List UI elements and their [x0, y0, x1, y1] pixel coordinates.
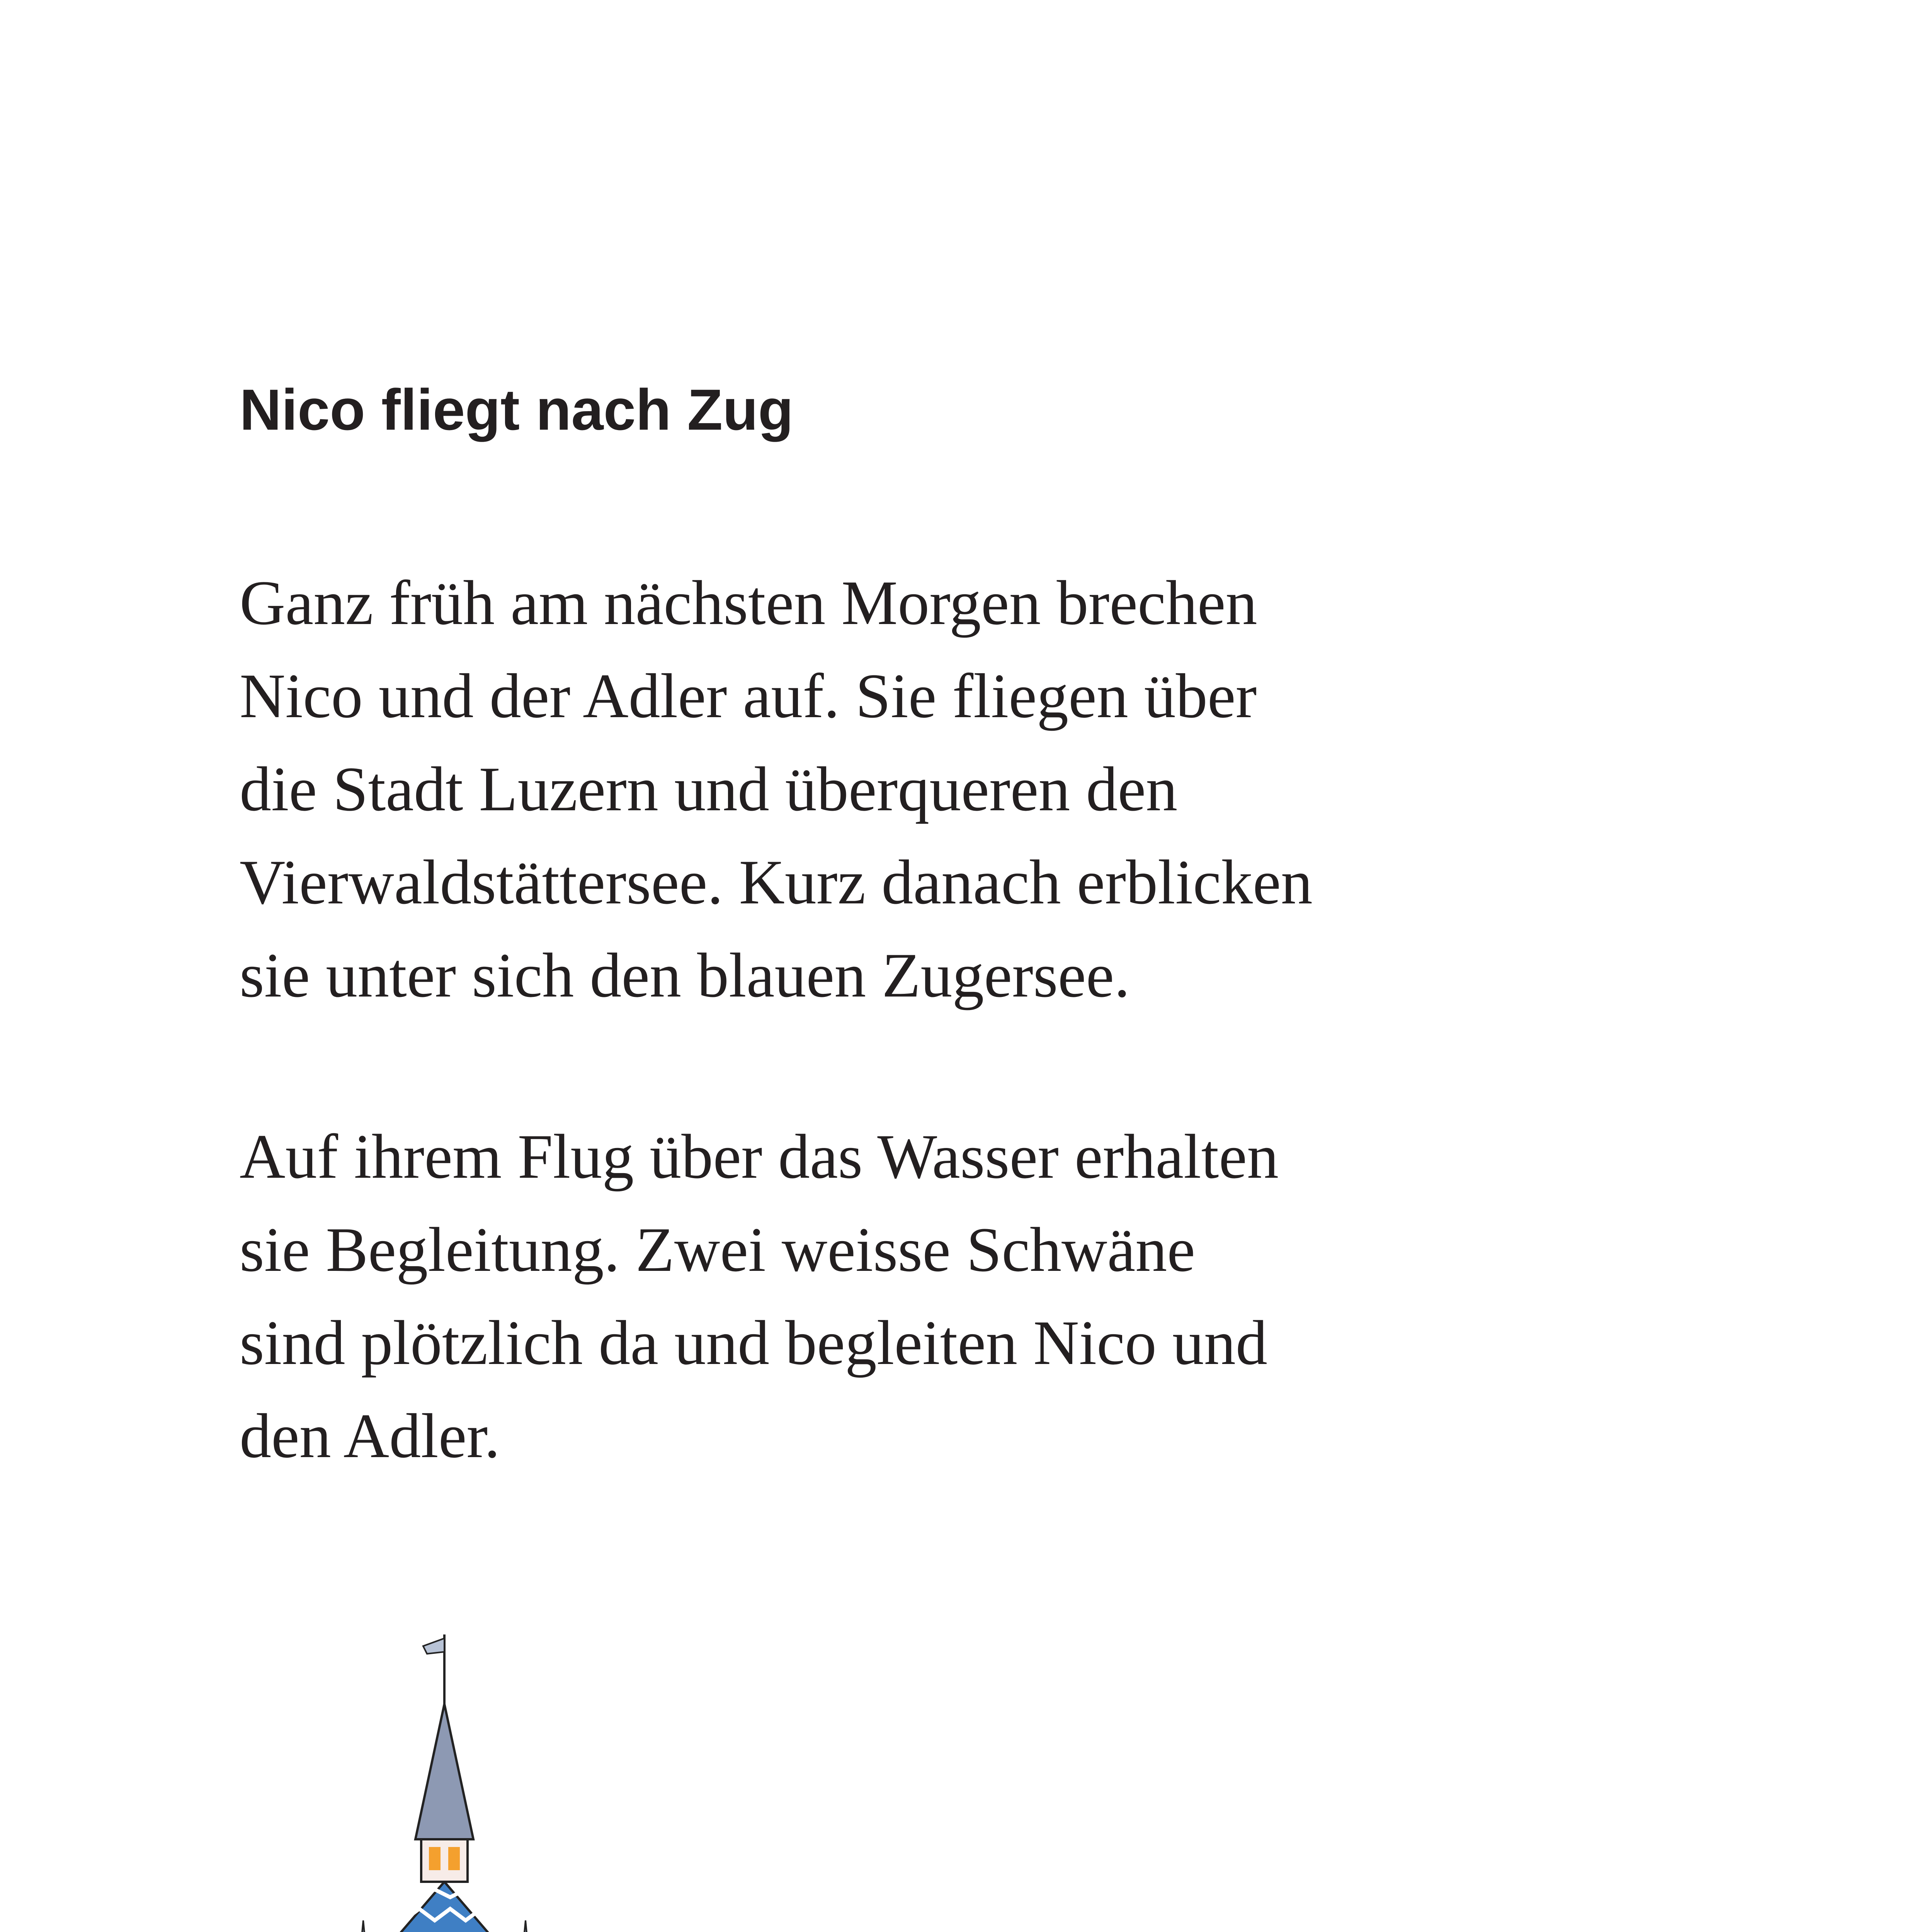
- paragraph-line: die Stadt Luzern und überqueren den: [240, 754, 1178, 824]
- paragraph-1: [240, 556, 1313, 1022]
- paragraph-line: den Adler.: [240, 1401, 500, 1471]
- tower-lantern: [421, 1835, 468, 1882]
- clock-tower-icon: [276, 1588, 624, 1932]
- page-title: Nico fliegt nach Zug: [240, 377, 794, 442]
- paragraph-line: Auf ihrem Flug über das Wasser erhalten: [240, 1122, 1279, 1192]
- paragraph-2: [240, 1110, 1279, 1483]
- paragraph-line: sind plötzlich da und begleiten Nico und: [240, 1308, 1267, 1378]
- paragraph-line: Ganz früh am nächsten Morgen brechen: [240, 568, 1257, 638]
- paragraph-line: sie Begleitung. Zwei weisse Schwäne: [240, 1215, 1196, 1285]
- tower-spire: [415, 1704, 473, 1839]
- paragraph-line: Vierwaldstättersee. Kurz danach erblicken: [240, 847, 1313, 917]
- flag-icon: [423, 1638, 444, 1654]
- clock-tower-illustration: [276, 1588, 624, 1932]
- paragraph-line: sie unter sich den blauen Zugersee.: [240, 940, 1130, 1010]
- paragraph-line: Nico und der Adler auf. Sie fliegen über: [240, 661, 1257, 731]
- tower-roof: [361, 1882, 527, 1932]
